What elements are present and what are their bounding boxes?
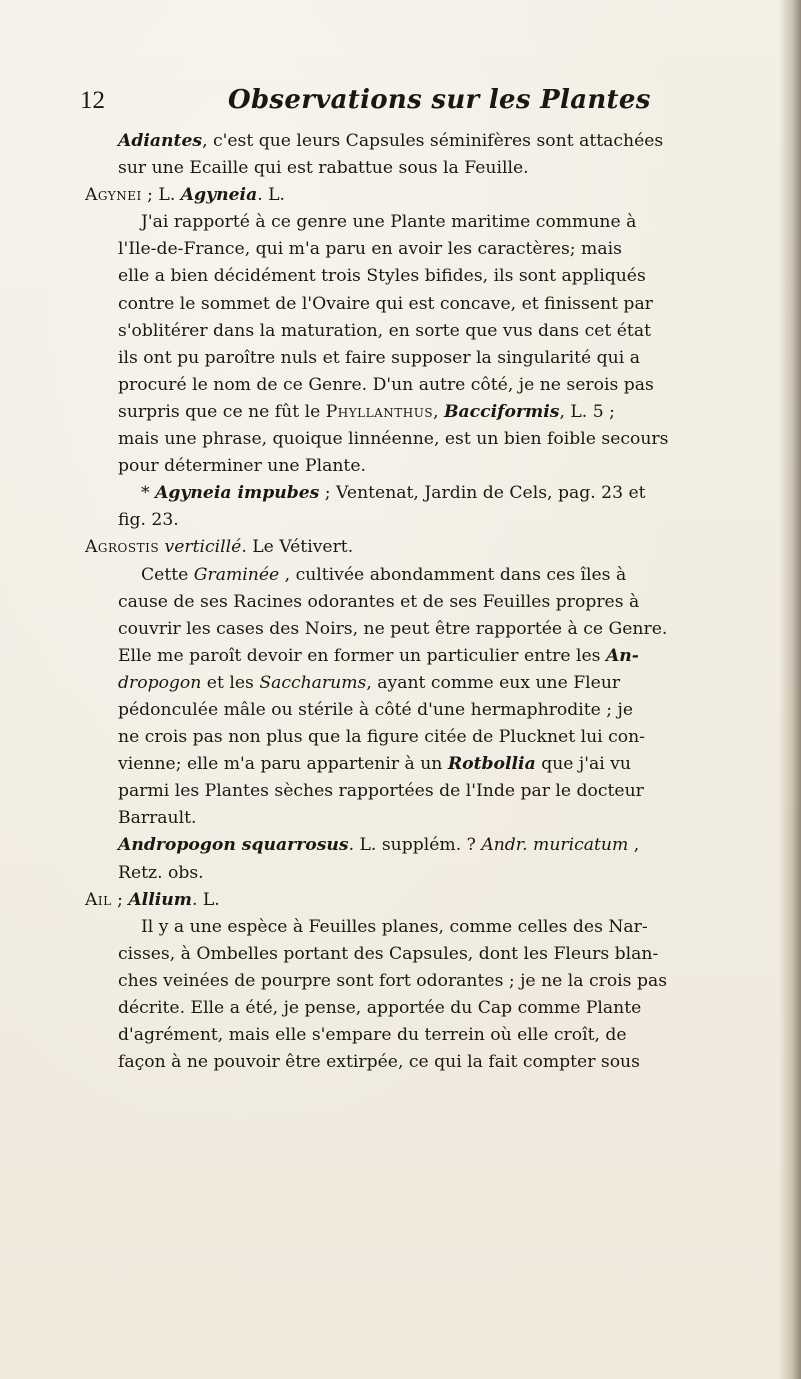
text-line <box>118 399 768 426</box>
text-line <box>118 724 768 751</box>
text-line <box>118 697 768 724</box>
entry-heading-andropogon <box>118 832 768 859</box>
text-line <box>118 372 768 399</box>
entry-name: Agynei <box>85 185 142 206</box>
text-line <box>118 670 768 697</box>
text-line <box>118 589 768 616</box>
text-run: ils ont pu paroître nuls et faire supposer la singularité qui a <box>118 347 640 368</box>
text-run: ; <box>111 889 129 910</box>
text-run: mais une phrase, quoique linnéenne, est un bien foible secours <box>118 429 669 450</box>
text-line <box>118 1049 768 1076</box>
text-run: vienne; elle m'a paru appartenir à un <box>118 754 448 775</box>
text-line <box>118 426 768 453</box>
text-line <box>118 751 768 778</box>
text-line <box>118 291 768 318</box>
text-run: . L. <box>191 889 220 910</box>
text-run: ; Ventenat, Jardin de Cels, pag. 23 et <box>319 483 646 504</box>
text-run: ne crois pas non plus que la figure citée de Plucknet lui con- <box>118 727 645 748</box>
text-run: couvrir les cases des Noirs, ne peut être rapportée à ce Genre. <box>118 618 668 639</box>
text-run: sur une Ecaille qui est rabattue sous la Feuille. <box>118 158 529 179</box>
taxon-name: Allium <box>128 889 192 910</box>
text-run: et les <box>201 672 260 693</box>
text-line <box>118 318 768 345</box>
text-line <box>118 941 768 968</box>
text-run: contre le sommet de l'Ovaire qui est concave, et finissent par <box>118 293 653 314</box>
taxon-name: Agyneia impubes <box>155 483 320 504</box>
entry-name: Agrostis <box>85 537 160 558</box>
text-line <box>118 616 768 643</box>
text-line <box>118 1022 768 1049</box>
text-run: d'agrément, mais elle s'empare du terrein où elle croît, de <box>118 1025 627 1046</box>
text-run: J'ai rapporté à ce genre une Plante maritime commune à <box>141 212 637 233</box>
text-run: . L. <box>257 185 286 206</box>
text-run: pédonculée mâle ou stérile à côté d'une hermaphrodite ; je <box>118 699 634 720</box>
text-run: elle a bien décidément trois Styles bifides, ils sont appliqués <box>118 266 646 287</box>
text-line <box>118 968 768 995</box>
taxon-name: Adiantes <box>118 131 203 151</box>
entry-heading-agrostis <box>85 534 768 561</box>
text-run: que j'ai vu <box>535 754 631 775</box>
footnote-marker: * <box>141 483 156 504</box>
taxon-name: Andropogon squarrosus <box>118 835 349 856</box>
text-run: façon à ne pouvoir être extirpée, ce qui la fait compter sous <box>118 1052 640 1073</box>
epithet: verticillé <box>164 537 242 558</box>
text-line <box>118 914 768 941</box>
taxon-name: Andr. muricatum <box>481 835 629 856</box>
entry-heading-agynei <box>85 182 768 209</box>
text-run: décrite. Elle a été, je pense, apportée du Cap comme Plante <box>118 998 642 1018</box>
running-title: Observations sur les Plantes <box>228 85 651 115</box>
entry-name: Ail <box>85 889 112 910</box>
text-line <box>118 155 768 182</box>
text-line <box>118 778 768 805</box>
text-run: . L. supplém. ? <box>348 835 482 856</box>
text-run: procuré le nom de ce Genre. D'un autre côté, je ne serois pas <box>118 374 654 395</box>
taxon-name: Graminée <box>193 564 280 585</box>
text-run: ; L. <box>141 185 181 206</box>
text-run: ches veinées de pourpre sont fort odorantes ; je ne la crois pas <box>118 970 668 991</box>
page-number: 12 <box>80 87 105 114</box>
text-run: Il y a une espèce à Feuilles planes, comme celles des Nar- <box>141 916 648 937</box>
text-line <box>118 562 768 589</box>
page-header <box>80 84 720 124</box>
text-line <box>118 643 768 670</box>
taxon-name: Bacciformis <box>444 401 560 422</box>
body-text <box>85 128 768 1076</box>
taxon-name: An- <box>605 645 639 666</box>
text-run: , ayant comme eux une Fleur <box>366 672 621 693</box>
text-line <box>118 507 768 534</box>
text-run: cisses, à Ombelles portant des Capsules, dont les Fleurs blan- <box>118 943 659 964</box>
text-run: pour déterminer une Plante. <box>118 456 366 477</box>
text-line <box>118 345 768 372</box>
text-run: , <box>433 401 445 422</box>
text-run: fig. 23. <box>118 510 179 531</box>
text-run: , L. 5 ; <box>559 401 615 422</box>
text-run: Barrault. <box>118 808 197 829</box>
taxon-name: Agyneia <box>180 185 258 206</box>
text-run: s'oblitérer dans la maturation, en sorte que vus dans cet état <box>118 320 651 341</box>
text-line <box>118 805 768 832</box>
text-line <box>118 995 768 1022</box>
text-run: surpris que ce ne fût le <box>118 401 326 422</box>
taxon-name: Rotbollia <box>447 754 536 775</box>
page-edge-shadow <box>779 0 801 1379</box>
text-run: , <box>628 835 640 856</box>
text-run: parmi les Plantes sèches rapportées de l'Inde par le docteur <box>118 781 644 802</box>
text-run: Cette <box>141 564 194 585</box>
text-line <box>118 860 768 887</box>
text-line <box>118 209 768 236</box>
text-line <box>118 453 768 480</box>
entry-heading-ail <box>85 887 768 914</box>
text-line <box>118 128 768 155</box>
text-run: , cultivée abondamment dans ces îles à <box>279 564 627 585</box>
text-run: Retz. obs. <box>118 862 204 883</box>
text-run: Elle me paroît devoir en former un particulier entre les <box>118 645 606 666</box>
taxon-name: dropogon <box>118 672 202 693</box>
text-line <box>118 236 768 263</box>
text-line <box>118 480 768 507</box>
text-run: cause de ses Racines odorantes et de ses Feuilles propres à <box>118 591 640 612</box>
text-run: l'Ile-de-France, qui m'a paru en avoir les caractères; mais <box>118 239 622 260</box>
text-run: , c'est que leurs Capsules séminifères sont attachées <box>202 131 664 151</box>
text-line <box>118 263 768 290</box>
genus-name: Phyllanthus <box>325 401 434 422</box>
text-run: . Le Vétivert. <box>241 537 354 558</box>
taxon-name: Saccharums <box>259 672 367 693</box>
